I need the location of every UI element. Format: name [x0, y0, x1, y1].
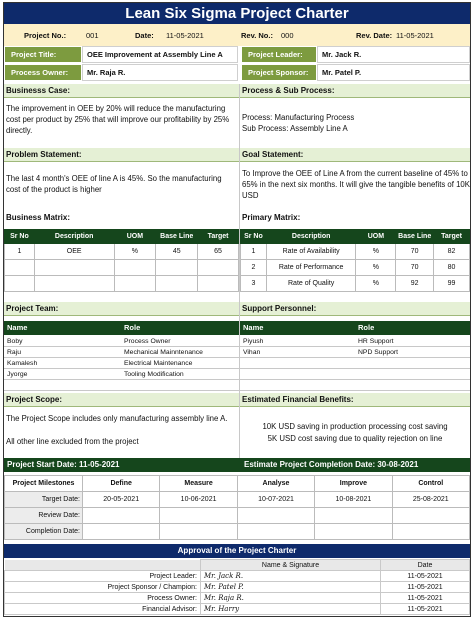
- list-item: Raju: [7, 349, 21, 356]
- business-matrix-table: [4, 229, 239, 292]
- primary-matrix-heading: Primary Matrix:: [240, 211, 470, 225]
- table-header-row: [5, 560, 470, 571]
- sub-process-line: Sub Process: Assembly Line A: [242, 124, 348, 133]
- col-milestones: Project Milestones: [5, 476, 83, 492]
- scope-exclusion-text: All other line excluded from the project: [6, 437, 139, 446]
- team-header: [4, 321, 239, 335]
- project-title-label: Project Title:: [4, 46, 82, 63]
- cell: 20-05-2021: [83, 492, 160, 508]
- col-define: Define: [83, 476, 160, 492]
- date-label: Date:: [135, 31, 154, 40]
- support-header: [240, 321, 470, 335]
- table-row: [5, 244, 239, 260]
- col-sr-no: Sr No: [241, 230, 267, 244]
- cell: 2: [241, 260, 267, 276]
- cell: 45: [156, 244, 198, 260]
- approver-signature: Mr. Jack R.: [201, 571, 381, 582]
- list-item: Boby: [7, 338, 23, 345]
- col-analyse: Analyse: [237, 476, 314, 492]
- cell: Rate of Performance: [266, 260, 356, 276]
- cell: 99: [434, 276, 470, 292]
- list-item: NPD Support: [358, 349, 399, 356]
- project-leader-value: Mr. Jack R.: [317, 46, 470, 63]
- project-no-label: Project No.:: [24, 31, 67, 40]
- approval-date: 11-05-2021: [381, 604, 470, 615]
- list-item: HR Support: [358, 338, 394, 345]
- col-baseline: Base Line: [156, 230, 198, 244]
- charter-page: [3, 2, 471, 617]
- approver-role: Process Owner:: [5, 593, 201, 604]
- col-measure: Measure: [160, 476, 237, 492]
- project-sponsor-value: Mr. Patel P.: [317, 64, 470, 81]
- milestones-table: [4, 475, 470, 540]
- approver-signature: Mr. Harry: [201, 604, 381, 615]
- process-owner-value: Mr. Raja R.: [82, 64, 238, 81]
- meta-bar: [4, 24, 470, 46]
- rev-date-value: 11-05-2021: [396, 31, 434, 40]
- support-name-col: Name: [243, 323, 264, 332]
- team-role-col: Role: [124, 323, 141, 332]
- list-item: Jyorge: [7, 371, 28, 378]
- list-item: Vihan: [243, 349, 261, 356]
- approval-date: 11-05-2021: [381, 582, 470, 593]
- cell: 1: [241, 244, 267, 260]
- process-owner-label: Process Owner:: [4, 64, 82, 81]
- approver-role: Financial Advisor:: [5, 604, 201, 615]
- cell: 65: [198, 244, 239, 260]
- process-heading: Process & Sub Process:: [240, 84, 470, 98]
- scope-heading: Project Scope:: [4, 393, 239, 407]
- table-header-row: [241, 230, 470, 244]
- cell: %: [356, 276, 396, 292]
- cell: OEE: [34, 244, 114, 260]
- team-name-col: Name: [7, 323, 28, 332]
- col-control: Control: [392, 476, 469, 492]
- scope-text: The Project Scope includes only manufacturing assembly line A.: [6, 414, 228, 423]
- approval-date: 11-05-2021: [381, 571, 470, 582]
- goal-text: To Improve the OEE of Line A from the current baseline of 45% to 65% in the next six months. It will give the tangible benefits of 10K USD: [242, 169, 470, 200]
- row-label: Review Date:: [5, 508, 83, 524]
- table-row: [5, 604, 470, 615]
- col-improve: Improve: [315, 476, 392, 492]
- col-target: Target: [198, 230, 239, 244]
- table-row: [5, 524, 470, 540]
- project-no-value: 001: [86, 31, 99, 40]
- approver-signature: Mr. Raja R.: [201, 593, 381, 604]
- col-baseline: Base Line: [396, 230, 434, 244]
- cell: Rate of Quality: [266, 276, 356, 292]
- table-row: [241, 276, 470, 292]
- primary-matrix-table: [240, 229, 470, 292]
- cell: %: [114, 244, 156, 260]
- table-header-row: [5, 230, 239, 244]
- table-row: [5, 260, 239, 276]
- col-description: Description: [34, 230, 114, 244]
- approval-title: Approval of the Project Charter: [4, 544, 470, 558]
- cell: Rate of Availability: [266, 244, 356, 260]
- cell: 10-06-2021: [160, 492, 237, 508]
- goal-heading: Goal Statement:: [240, 148, 470, 162]
- cell: %: [356, 260, 396, 276]
- col-date: Date: [381, 560, 470, 571]
- table-row: [241, 260, 470, 276]
- list-item: Tooling Modification: [124, 371, 184, 378]
- table-row: [5, 571, 470, 582]
- table-row: [5, 582, 470, 593]
- start-date: Project Start Date: 11-05-2021: [7, 460, 120, 469]
- financial-line-2: 5K USD cost saving due to quality rejection on line: [267, 434, 443, 443]
- business-case-heading: Businesss Case:: [4, 84, 239, 98]
- project-team-heading: Project Team:: [4, 302, 239, 316]
- project-sponsor-label: Project Sponsor:: [241, 64, 317, 81]
- rev-no-value: 000: [281, 31, 294, 40]
- table-row: [5, 276, 239, 292]
- support-heading: Support Personnel:: [240, 302, 470, 316]
- table-row: [241, 244, 470, 260]
- rev-no-label: Rev. No.:: [241, 31, 273, 40]
- business-case-text: The improvement in OEE by 20% will reduce the manufacturing cost per product by 25% that will improve our profitability by 25% directly.: [6, 104, 230, 135]
- financial-heading: Estimated Financial Benefits:: [240, 393, 470, 407]
- list-item: Process Owner: [124, 338, 171, 345]
- cell: 70: [396, 244, 434, 260]
- cell: 92: [396, 276, 434, 292]
- business-matrix-heading: Business Matrix:: [4, 211, 239, 225]
- table-row: [5, 492, 470, 508]
- table-row: [5, 593, 470, 604]
- list-item: Electrical Maintenance: [124, 360, 193, 367]
- cell: 25-08-2021: [392, 492, 469, 508]
- col-uom: UOM: [356, 230, 396, 244]
- col-sr-no: Sr No: [5, 230, 35, 244]
- list-item: Kamalesh: [7, 360, 38, 367]
- cell: %: [356, 244, 396, 260]
- financial-line-1: 10K USD saving in production processing cost saving: [262, 422, 448, 431]
- col-target: Target: [434, 230, 470, 244]
- cell: 1: [5, 244, 35, 260]
- cell: 80: [434, 260, 470, 276]
- problem-heading: Problem Statement:: [4, 148, 239, 162]
- approver-signature: Mr. Patel P.: [201, 582, 381, 593]
- list-item: Piyush: [243, 338, 264, 345]
- row-label: Target Date:: [5, 492, 83, 508]
- col-uom: UOM: [114, 230, 156, 244]
- project-title-value: OEE Improvement at Assembly Line A: [82, 46, 238, 63]
- cell: 10-07-2021: [237, 492, 314, 508]
- rev-date-label: Rev. Date:: [356, 31, 393, 40]
- problem-text: The last 4 month's OEE of line A is 45%. So the manufacturing cost of the product is higher: [6, 174, 222, 194]
- col-name-signature: Name & Signature: [201, 560, 381, 571]
- date-value: 11-05-2021: [166, 31, 204, 40]
- approver-role: Project Sponsor / Champion:: [5, 582, 201, 593]
- cell: 10-08-2021: [315, 492, 392, 508]
- cell: 82: [434, 244, 470, 260]
- cell: 3: [241, 276, 267, 292]
- approval-date: 11-05-2021: [381, 593, 470, 604]
- approver-role: Project Leader:: [5, 571, 201, 582]
- col-description: Description: [266, 230, 356, 244]
- approval-table: [4, 559, 470, 615]
- process-line: Process: Manufacturing Process: [242, 113, 355, 122]
- cell: 70: [396, 260, 434, 276]
- table-header-row: [5, 476, 470, 492]
- table-row: [5, 508, 470, 524]
- completion-date: Estimate Project Completion Date: 30-08-2021: [244, 460, 419, 469]
- list-item: Mechanical Mainntenance: [124, 349, 203, 356]
- page-title: Lean Six Sigma Project Charter: [4, 3, 470, 24]
- project-leader-label: Project Leader:: [241, 46, 317, 63]
- dates-band: [4, 458, 470, 472]
- support-role-col: Role: [358, 323, 375, 332]
- row-label: Completion Date:: [5, 524, 83, 540]
